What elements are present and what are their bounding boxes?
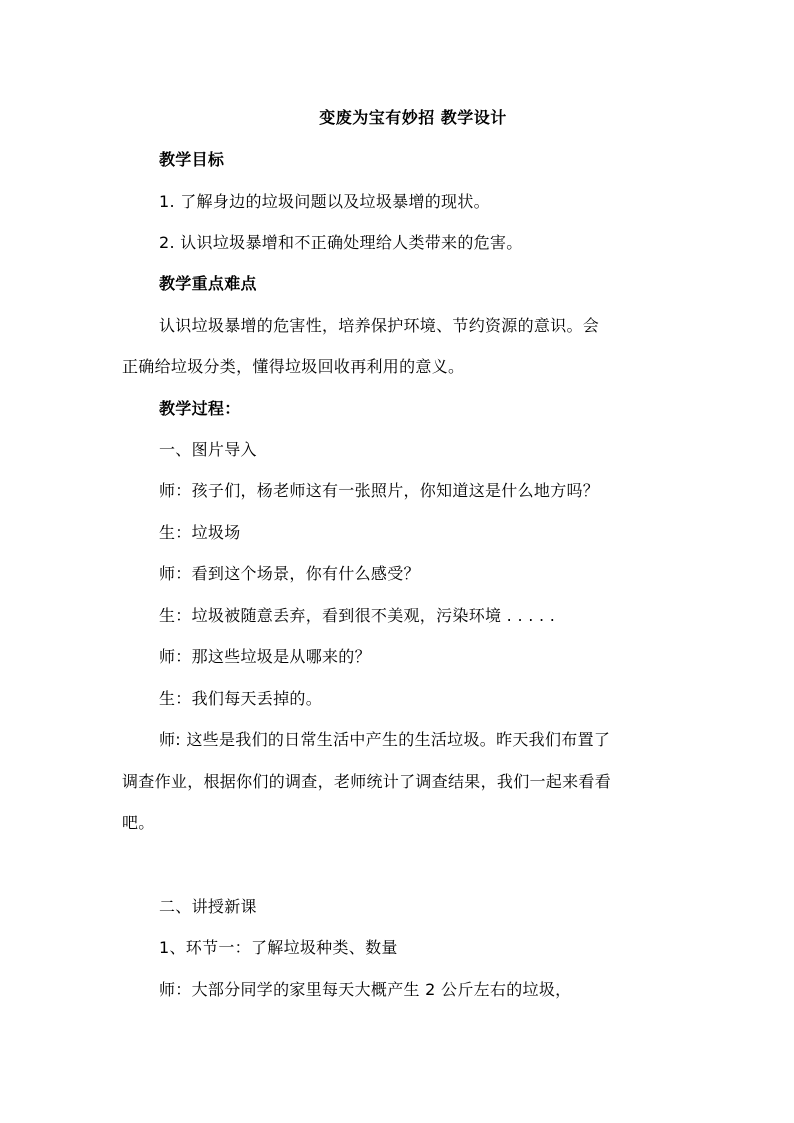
teacher-paragraph-line-2: 调查作业，根据你们的调查，老师统计了调查结果，我们一起来看看 — [122, 772, 612, 791]
dialogue-line: 生：垃圾场 — [159, 523, 241, 542]
goal-item-1: 1. 了解身边的垃圾问题以及垃圾暴增的现状。 — [159, 192, 490, 211]
dialogue-line: 师：那这些垃圾是从哪来的？ — [159, 647, 371, 666]
heading-key-points: 教学重点难点 — [159, 274, 257, 293]
subsection-garbage-types: 1、环节一：了解垃圾种类、数量 — [159, 938, 398, 957]
heading-teaching-process: 教学过程： — [159, 399, 241, 418]
dialogue-line: 生：垃圾被随意丢弃，看到很不美观，污染环境 . . . . . — [159, 606, 556, 625]
section-new-lesson: 二、讲授新课 — [159, 897, 257, 916]
dialogue-line: 师：看到这个场景，你有什么感受？ — [159, 564, 420, 583]
dialogue-line: 生：我们每天丢掉的。 — [159, 689, 323, 708]
key-points-paragraph-line-1: 认识垃圾暴增的危害性，培养保护环境、节约资源的意识。会 — [159, 316, 600, 335]
key-points-paragraph-line-2: 正确给垃圾分类，懂得垃圾回收再利用的意义。 — [122, 357, 465, 376]
goal-item-2: 2. 认识垃圾暴增和不正确处理给人类带来的危害。 — [159, 233, 523, 252]
dialogue-line: 师：大部分同学的家里每天大概产生 2 公斤左右的垃圾， — [159, 980, 572, 999]
document-title: 变废为宝有妙招 教学设计 — [319, 108, 507, 127]
section-picture-intro: 一、图片导入 — [159, 440, 257, 459]
heading-teaching-goals: 教学目标 — [159, 150, 225, 169]
teacher-paragraph-line-1: 师: 这些是我们的日常生活中产生的生活垃圾。昨天我们布置了 — [159, 730, 611, 749]
teacher-paragraph-line-3: 吧。 — [122, 813, 155, 832]
dialogue-line: 师：孩子们，杨老师这有一张照片，你知道这是什么地方吗？ — [159, 481, 600, 500]
